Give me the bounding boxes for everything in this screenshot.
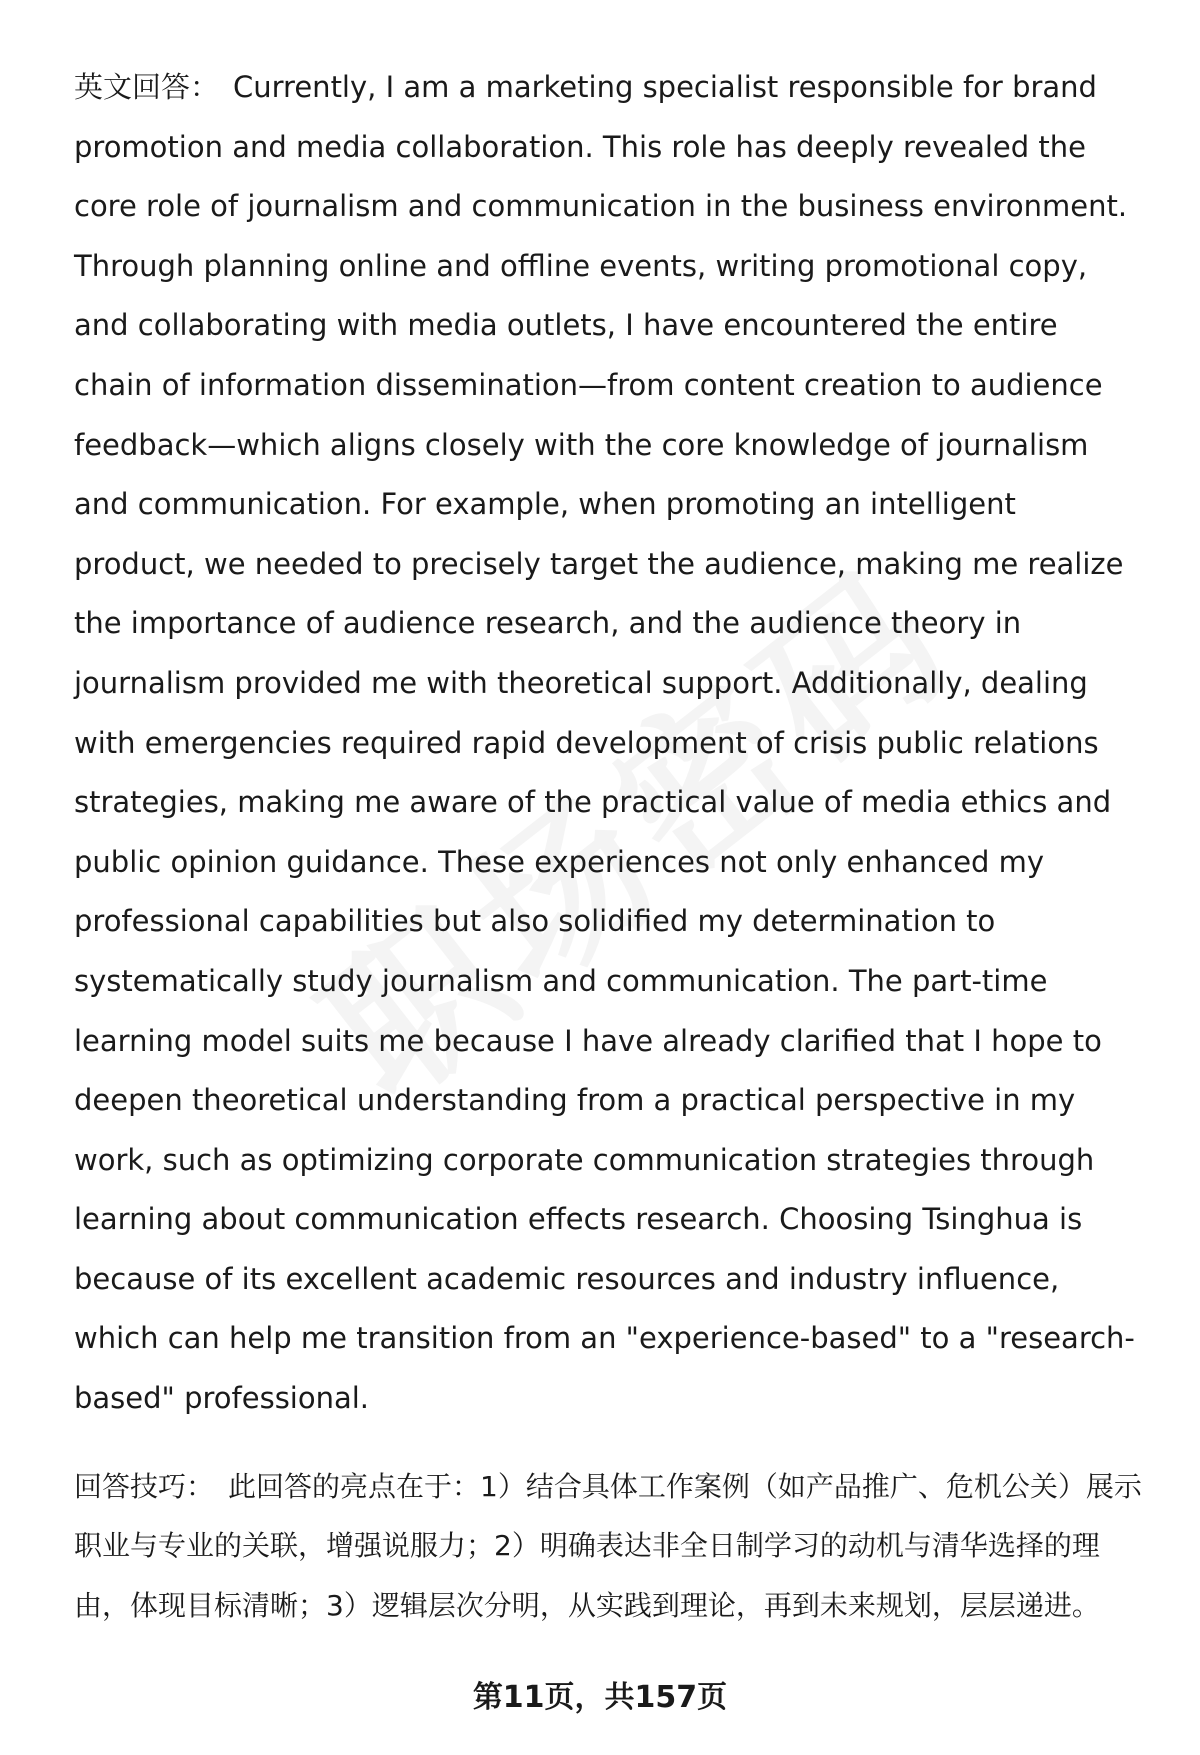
answer-tips-label: 回答技巧： <box>74 1469 215 1503</box>
english-answer-paragraph <box>74 58 1144 1429</box>
english-answer-label: 英文回答： <box>74 70 220 104</box>
answer-tips-paragraph <box>74 1457 1144 1636</box>
english-answer-text: Currently, I am a marketing specialist responsible for brand promotion and media collaboration. This role has deeply revealed the core role of journalism and communication in the business environment. Through planning online and offline events, writing promotional copy, and collaborating with media outlets, I have encountered the entire chain of information dissemination—from content creation to audience feedback—which aligns closely with the core knowledge of journalism and communication. For example, when promoting an intelligent product, we needed to precisely target the audience, making me realize the importance of audience research, and the audience theory in journalism provided me with theoretical support. Additionally, dealing with emergencies required rapid development of crisis public relations strategies, making me aware of the practical value of media ethics and public opinion guidance. These experiences not only enhanced my professional capabilities but also solidified my determination to systematically study journalism and communication. The part-time learning model suits me because I have already clarified that I hope to deepen theoretical understanding from a practical perspective in my work, such as optimizing corporate communication strategies through learning about communication effects research. Choosing Tsinghua is because of its excellent academic resources and industry influence, which can help me transition from an "experience-based" to a "research-based" professional. <box>74 70 1135 1416</box>
page-content <box>74 58 1144 1635</box>
answer-tips-text: 此回答的亮点在于：1）结合具体工作案例（如产品推广、危机公关）展示职业与专业的关联，增强说服力；2）明确表达非全日制学习的动机与清华选择的理由，体现目标清晰；3）逻辑层次分明，从实践到理论，再到未来规划，层层递进。 <box>74 1469 1142 1622</box>
page-number-footer: 第11页，共157页 <box>472 1680 728 1715</box>
